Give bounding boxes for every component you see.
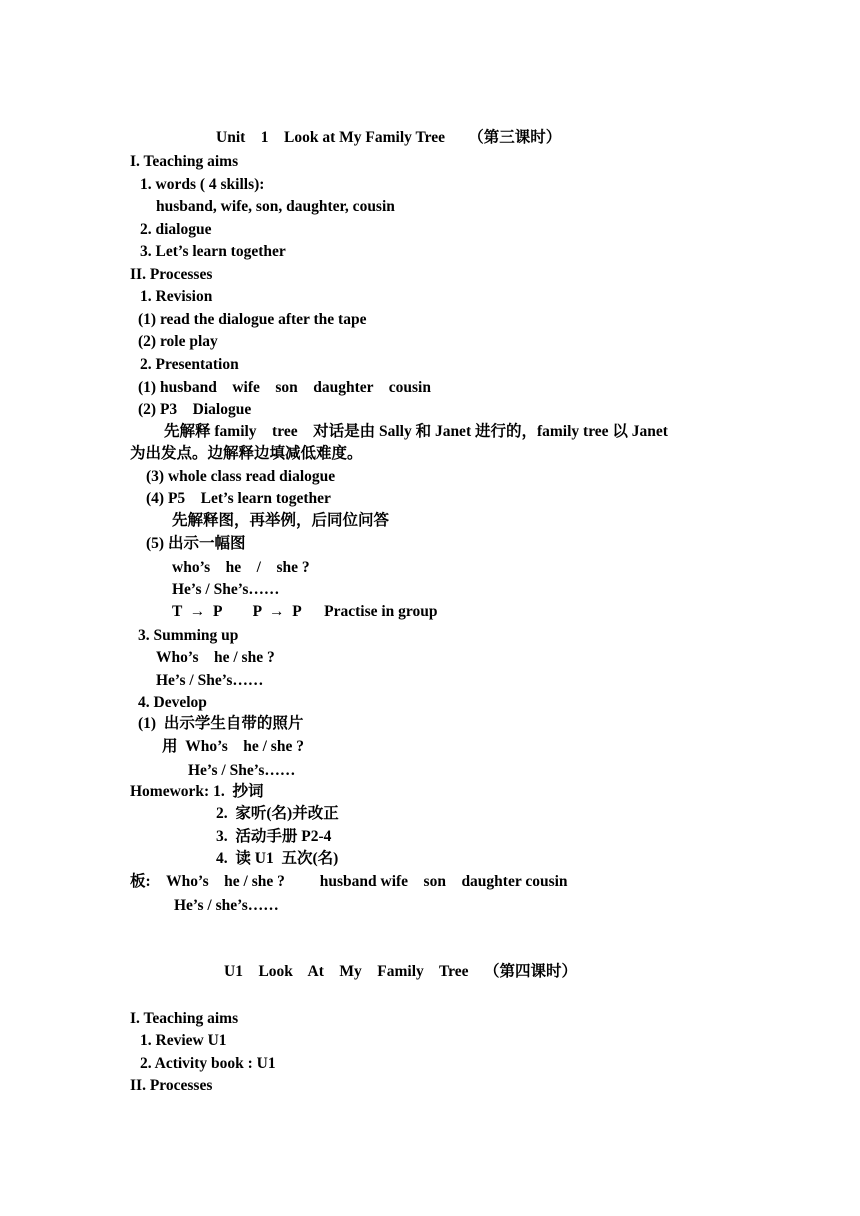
lesson3-title: Unit 1 Look at My Family Tree （第三课时）: [216, 129, 562, 146]
line: (1) read the dialogue after the tape: [138, 311, 367, 328]
line: 3. Summing up: [138, 627, 239, 644]
line: Who’s he / she ?: [156, 649, 275, 666]
line: (1) husband wife son daughter cousin: [138, 379, 431, 396]
line: 1. Revision: [140, 288, 213, 305]
line: 2. Activity book : U1: [140, 1055, 276, 1072]
blackboard-line: 板: Who’s he / she ? husband wife son daughter cousin: [130, 873, 568, 890]
homework-item: 4. 读 U1 五次(名): [216, 850, 339, 867]
homework-line: Homework: 1. 抄词: [130, 783, 264, 800]
section-teaching-aims: I. Teaching aims: [130, 1010, 239, 1027]
line: 1. Review U1: [140, 1032, 227, 1049]
line: 先解释图，再举例，后同位问答: [172, 512, 390, 529]
line: He’s / She’s……: [172, 581, 280, 598]
homework-item: 3. 活动手册 P2-4: [216, 828, 332, 845]
line: (5) 出示一幅图: [146, 535, 246, 552]
line: 先解释 family tree 对话是由 Sally 和 Janet 进行的，family tree 以 Janet: [164, 423, 668, 440]
blackboard-line: He’s / she’s……: [174, 897, 279, 914]
line: T → P P → P Practise in group: [172, 603, 438, 620]
line: (1) 出示学生自带的照片: [138, 715, 304, 732]
line: who’s he / she ?: [172, 559, 310, 576]
line: (2) P3 Dialogue: [138, 401, 252, 418]
line: 用 Who’s he / she ?: [162, 738, 304, 755]
line: 2. Presentation: [140, 356, 239, 373]
line: 为出发点。边解释边填减低难度。: [130, 445, 363, 462]
line: 4. Develop: [138, 694, 207, 711]
line: 2. dialogue: [140, 221, 212, 238]
line: He’s / She’s……: [156, 672, 264, 689]
line: 1. words ( 4 skills):: [140, 176, 265, 193]
section-processes: II. Processes: [130, 1077, 213, 1094]
line: He’s / She’s……: [188, 762, 296, 779]
line: (3) whole class read dialogue: [146, 468, 336, 485]
homework-item: 2. 家听(名)并改正: [216, 805, 339, 822]
line: 3. Let’s learn together: [140, 243, 286, 260]
line: (4) P5 Let’s learn together: [146, 490, 331, 507]
section-processes: II. Processes: [130, 266, 213, 283]
line: (2) role play: [138, 333, 218, 350]
lesson4-title: U1 Look At My Family Tree （第四课时）: [224, 963, 578, 980]
section-teaching-aims: I. Teaching aims: [130, 153, 239, 170]
line: husband, wife, son, daughter, cousin: [156, 198, 395, 215]
